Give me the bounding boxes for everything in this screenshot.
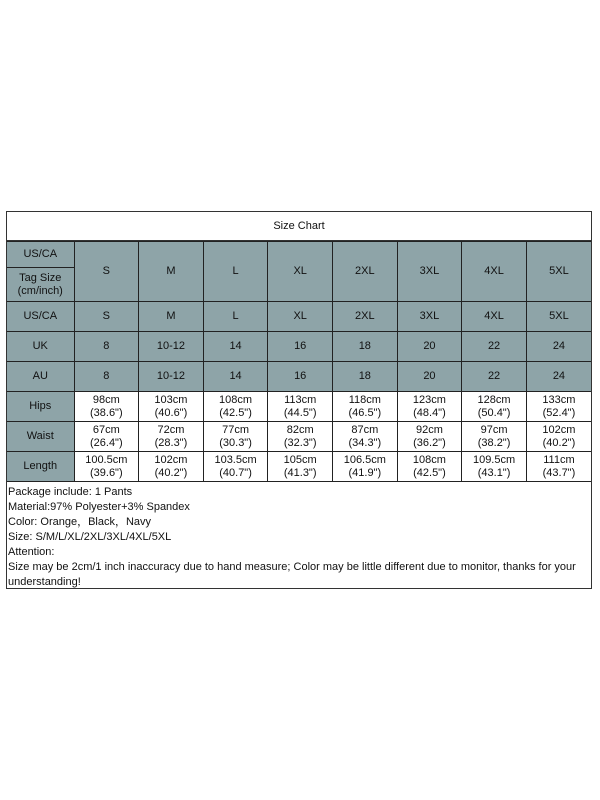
usca-size-cell: 2XL [333, 302, 398, 332]
measure-inch: (38.2") [477, 436, 511, 449]
measure-inch: (48.4") [413, 406, 446, 419]
color-note: Color: Orange，Black，Navy [8, 516, 152, 528]
product-notes [7, 482, 591, 590]
tag-size-cell: 2XL [333, 242, 398, 302]
waist-cell [526, 422, 591, 452]
measure-inch: (40.6") [154, 406, 188, 419]
table-row-length [7, 452, 591, 482]
hips-cell [74, 392, 139, 422]
measure-cm: 109.5cm [472, 453, 516, 466]
length-cell [397, 452, 462, 482]
tag-size-cell: 3XL [397, 242, 462, 302]
measure-cm: 72cm [157, 423, 185, 436]
row-label-usca: US/CA [7, 302, 74, 332]
chart-title: Size Chart [7, 212, 591, 241]
row-label-au: AU [7, 362, 74, 392]
au-size-cell: 24 [526, 362, 591, 392]
measure-inch: (50.4") [477, 406, 511, 419]
uk-size-cell: 22 [462, 332, 527, 362]
measure-cm: 97cm [480, 423, 508, 436]
measure-cm: 108cm [219, 393, 253, 406]
tag-size-cell: L [203, 242, 268, 302]
waist-cell [462, 422, 527, 452]
waist-cell [333, 422, 398, 452]
au-size-cell: 16 [268, 362, 333, 392]
au-size-cell: 8 [74, 362, 139, 392]
usca-size-cell: 3XL [397, 302, 462, 332]
row-label-waist: Waist [7, 422, 74, 452]
hips-cell [268, 392, 333, 422]
measure-inch: (38.6") [89, 406, 123, 419]
au-size-cell: 20 [397, 362, 462, 392]
usca-size-cell: 4XL [462, 302, 527, 332]
tag-size-cell: S [74, 242, 139, 302]
measure-cm: 92cm [415, 423, 443, 436]
length-cell [139, 452, 204, 482]
row-label-tag-size: Tag Size (cm/inch) [7, 268, 74, 302]
hips-cell [397, 392, 462, 422]
measure-inch: (40.2") [542, 436, 576, 449]
measure-inch: (42.5") [219, 406, 252, 419]
measure-inch: (36.2") [413, 436, 446, 449]
measure-cm: 111cm [543, 453, 575, 466]
row-label-hips: Hips [7, 392, 74, 422]
measure-cm: 67cm [92, 423, 120, 436]
measure-cm: 108cm [412, 453, 446, 466]
uk-size-cell: 14 [203, 332, 268, 362]
measure-inch: (46.5") [348, 406, 382, 419]
hips-cell [526, 392, 591, 422]
uk-size-cell: 18 [333, 332, 398, 362]
measure-cm: 87cm [351, 423, 379, 436]
au-size-cell: 18 [333, 362, 398, 392]
waist-cell [74, 422, 139, 452]
measure-cm: 128cm [477, 393, 511, 406]
length-cell [462, 452, 527, 482]
measure-inch: (40.7") [219, 466, 252, 479]
measure-cm: 77cm [222, 423, 250, 436]
table-row-au [7, 362, 591, 392]
measure-cm: 105cm [283, 453, 317, 466]
table-row-usca-top [7, 242, 591, 268]
measure-cm: 98cm [92, 393, 120, 406]
waist-cell [139, 422, 204, 452]
measure-cm: 106.5cm [343, 453, 386, 466]
size-note: Size: S/M/L/XL/2XL/3XL/4XL/5XL [8, 531, 172, 543]
disclaimer-note: Size may be 2cm/1 inch inaccuracy due to hand measure; Color may be little different due to monitor, thanks for your understanding! [8, 561, 576, 588]
waist-cell [397, 422, 462, 452]
row-label-uk: UK [7, 332, 74, 362]
hips-cell [203, 392, 268, 422]
measure-cm: 100.5cm [85, 453, 128, 466]
table-row-usca [7, 302, 591, 332]
hips-cell [333, 392, 398, 422]
au-size-cell: 14 [203, 362, 268, 392]
waist-cell [203, 422, 268, 452]
size-chart-sheet [6, 211, 592, 589]
usca-size-cell: XL [268, 302, 333, 332]
usca-size-cell: 5XL [526, 302, 591, 332]
table-row-waist [7, 422, 591, 452]
measure-inch: (44.5") [283, 406, 317, 419]
measure-cm: 82cm [286, 423, 314, 436]
length-cell [268, 452, 333, 482]
length-cell [333, 452, 398, 482]
usca-size-cell: M [139, 302, 204, 332]
measure-cm: 103.5cm [214, 453, 257, 466]
tag-size-cell: XL [268, 242, 333, 302]
measure-inch: (30.3") [219, 436, 252, 449]
material-note: Material:97% Polyester+3% Spandex [8, 501, 190, 513]
hips-cell [139, 392, 204, 422]
measure-inch: (39.6") [89, 466, 123, 479]
measure-cm: 118cm [348, 393, 381, 406]
measure-cm: 103cm [154, 393, 188, 406]
uk-size-cell: 20 [397, 332, 462, 362]
measure-inch: (41.9") [348, 466, 382, 479]
table-row-uk [7, 332, 591, 362]
uk-size-cell: 10-12 [139, 332, 204, 362]
package-note: Package include: 1 Pants [8, 486, 133, 498]
length-cell [74, 452, 139, 482]
length-cell [526, 452, 591, 482]
au-size-cell: 22 [462, 362, 527, 392]
measure-inch: (34.3") [348, 436, 382, 449]
measure-inch: (43.1") [477, 466, 511, 479]
measure-cm: 102cm [542, 423, 576, 436]
measure-inch: (41.3") [283, 466, 317, 479]
measure-inch: (43.7") [542, 466, 576, 479]
usca-size-cell: S [74, 302, 139, 332]
measure-inch: (42.5") [413, 466, 446, 479]
uk-size-cell: 8 [74, 332, 139, 362]
measure-cm: 102cm [154, 453, 188, 466]
size-chart-table [7, 241, 591, 482]
attention-note: Attention: [8, 546, 55, 558]
usca-size-cell: L [203, 302, 268, 332]
hips-cell [462, 392, 527, 422]
measure-inch: (40.2") [154, 466, 188, 479]
tag-size-cell: M [139, 242, 204, 302]
table-row-hips [7, 392, 591, 422]
uk-size-cell: 16 [268, 332, 333, 362]
row-label-length: Length [7, 452, 74, 482]
measure-cm: 113cm [284, 393, 317, 406]
measure-inch: (28.3") [154, 436, 188, 449]
tag-size-cell: 4XL [462, 242, 527, 302]
tag-size-cell: 5XL [526, 242, 591, 302]
waist-cell [268, 422, 333, 452]
uk-size-cell: 24 [526, 332, 591, 362]
measure-cm: 133cm [542, 393, 576, 406]
measure-inch: (26.4") [89, 436, 123, 449]
length-cell [203, 452, 268, 482]
row-label-usca-top: US/CA [7, 242, 74, 268]
au-size-cell: 10-12 [139, 362, 204, 392]
measure-cm: 123cm [412, 393, 446, 406]
measure-inch: (32.3") [283, 436, 317, 449]
measure-inch: (52.4") [542, 406, 576, 419]
